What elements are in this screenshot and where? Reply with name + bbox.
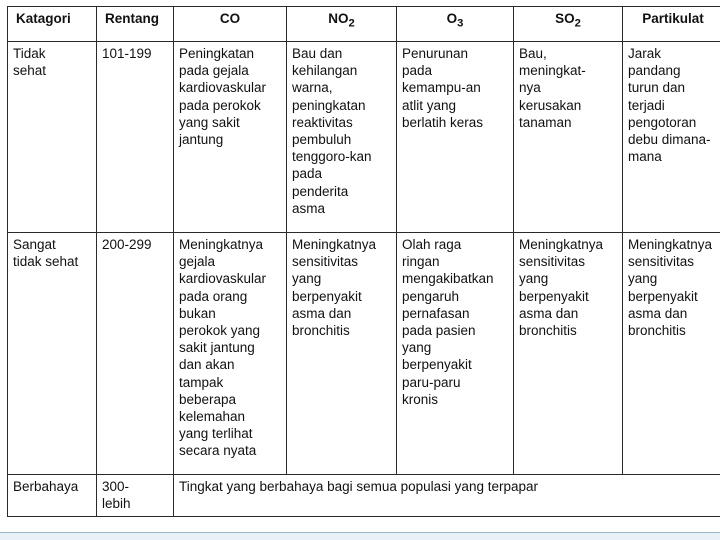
cell-co bbox=[174, 42, 287, 233]
cell-so2 bbox=[514, 233, 623, 475]
header-no2-base: NO bbox=[328, 11, 349, 26]
header-rentang: Rentang bbox=[97, 7, 174, 42]
cell-o3-text: Olah raga ringan mengakibatkan pengaruh pernafasan pada pasien yang berpenyakit paru-paru kronis bbox=[402, 237, 494, 407]
cell-no2 bbox=[287, 42, 397, 233]
cell-kategori-text: Sangat tidak sehat bbox=[13, 237, 79, 270]
table-header-row bbox=[8, 7, 720, 42]
cell-co-text: Meningkatnya gejala kardiovaskular pada orang bukan perokok yang sakit jantung dan akan tampak beberapa kelemahan yang terlihat secara nyata bbox=[179, 237, 267, 459]
cell-rentang bbox=[97, 233, 174, 475]
cell-rentang-text: 300- lebih bbox=[102, 479, 131, 512]
slide-bottom-band bbox=[0, 532, 720, 540]
cell-merged-effect bbox=[174, 475, 720, 517]
header-partikulat: Partikulat bbox=[623, 7, 720, 42]
header-kategori: Katagori bbox=[8, 7, 97, 42]
header-no2 bbox=[287, 7, 397, 42]
header-o3 bbox=[397, 7, 514, 42]
header-so2 bbox=[514, 7, 623, 42]
cell-kategori bbox=[8, 233, 97, 475]
cell-co-text: Peningkatan pada gejala kardiovaskular pada perokok yang sakit jantung bbox=[179, 46, 267, 148]
cell-rentang bbox=[97, 475, 174, 517]
cell-kategori-text: Berbahaya bbox=[13, 479, 79, 494]
cell-o3 bbox=[397, 42, 514, 233]
cell-kategori bbox=[8, 42, 97, 233]
header-co: CO bbox=[174, 7, 287, 42]
air-quality-table bbox=[7, 6, 720, 517]
header-no2-subscript: 2 bbox=[348, 17, 355, 30]
cell-so2-text: Meningkatnya sensitivitas yang berpenyakit asma dan bronchitis bbox=[519, 237, 604, 339]
table-row bbox=[8, 475, 720, 517]
cell-o3 bbox=[397, 233, 514, 475]
cell-rentang-text: 200-299 bbox=[102, 237, 152, 252]
cell-no2-text: Meningkatnya sensitivitas yang berpenyakit asma dan bronchitis bbox=[292, 237, 377, 339]
cell-no2-text: Bau dan kehilangan warna, peningkatan reaktivitas pembuluh tenggoro-kan pada penderita asma bbox=[292, 46, 372, 216]
header-o3-subscript: 3 bbox=[457, 17, 464, 30]
cell-no2 bbox=[287, 233, 397, 475]
cell-co bbox=[174, 233, 287, 475]
cell-rentang bbox=[97, 42, 174, 233]
table-row bbox=[8, 233, 720, 475]
table-row bbox=[8, 42, 720, 233]
cell-kategori-text: Tidak sehat bbox=[13, 46, 47, 79]
header-so2-base: SO bbox=[555, 11, 575, 26]
cell-partikulat-text: Jarak pandang turun dan terjadi pengotoran debu dimana- mana bbox=[628, 46, 711, 165]
cell-rentang-text: 101-199 bbox=[102, 46, 152, 61]
cell-partikulat-text: Meningkatnya sensitivitas yang berpenyakit asma dan bronchitis bbox=[628, 237, 713, 339]
cell-o3-text: Penurunan pada kemampu-an atlit yang berlatih keras bbox=[402, 46, 484, 130]
cell-kategori bbox=[8, 475, 97, 517]
cell-so2-text: Bau, meningkat- nya kerusakan tanaman bbox=[519, 46, 586, 130]
cell-so2 bbox=[514, 42, 623, 233]
header-so2-subscript: 2 bbox=[574, 17, 581, 30]
cell-partikulat bbox=[623, 233, 720, 475]
header-o3-base: O bbox=[446, 11, 458, 26]
cell-partikulat bbox=[623, 42, 720, 233]
cell-merged-effect-text: Tingkat yang berbahaya bagi semua populasi yang terpapar bbox=[179, 479, 538, 494]
